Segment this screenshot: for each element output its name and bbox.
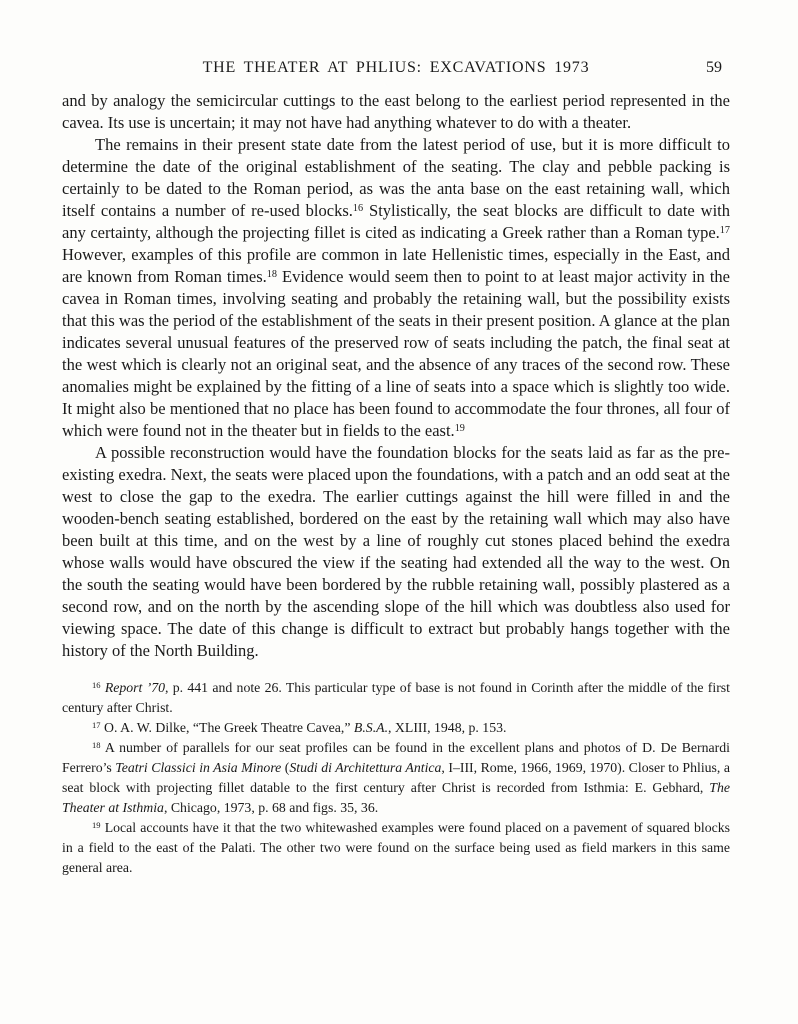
- footnote-ref: 19: [454, 422, 465, 434]
- text-run: Evidence would seem then to point to at least major activity in the cavea in Roman times, involving seating and probably the retaining wall, but the possibility exists that this was the period of the establishment of the seats in their present position. A glance at the plan indicates several unusual features of the preserved row of seats including the patch, the final seat at the west which is clearly not an original seat, and the absence of any traces of the second row. These anomalies might be explained by the fitting of a line of seats into a space which is slightly too wide. It might also be mentioned that no place has been found to accommodate the four thrones, all four of which were found not in the theater but in fields to the east.: [62, 267, 730, 440]
- paragraph: [62, 134, 730, 442]
- footnote-ref: 18: [266, 268, 277, 280]
- footnote: [62, 678, 730, 718]
- footnote: [62, 718, 730, 738]
- footnotes: [62, 678, 730, 878]
- footnote-marker: 16: [92, 679, 101, 690]
- text-run: (: [281, 760, 290, 775]
- text-run: , XLIII, 1948, p. 153.: [388, 720, 507, 735]
- footnote: [62, 738, 730, 818]
- running-head-title: THE THEATER AT PHLIUS: EXCAVATIONS 1973: [202, 59, 590, 76]
- running-head: [62, 58, 730, 78]
- text-run: O. A. W. Dilke, “The Greek Theatre Cavea,”: [104, 720, 354, 735]
- text-run: , Chicago, 1973, p. 68 and figs. 35, 36.: [163, 800, 379, 815]
- italic-text: Report ’70: [104, 680, 166, 695]
- page-number: 59: [706, 59, 722, 76]
- text-run: Stylistically, the seat blocks are difficult to date with any certainty, although the projecting fillet is cited as indicating a Greek rather than a Roman type.: [62, 201, 730, 242]
- footnote-ref: 17: [719, 224, 730, 236]
- footnote-marker: 19: [92, 819, 101, 830]
- text-run: , I–III, Rome, 1966, 1969, 1970). Closer to Phlius, a seat block with projecting fillet datable to the first century after Christ is recorded from Isthmia: E. Gebhard,: [62, 760, 730, 795]
- italic-text: Studi di Architettura Antica: [289, 760, 442, 775]
- text-run: and by analogy the semicircular cuttings to the east belong to the earliest period represented in the cavea. Its use is uncertain; it may not have had anything whatever to do with a theater.: [62, 91, 730, 132]
- paragraph: [62, 442, 730, 662]
- italic-text: The Theater at Isthmia: [62, 780, 730, 815]
- italic-text: Teatri Classici in Asia Minore: [115, 760, 282, 775]
- footnote-ref: 16: [352, 202, 364, 214]
- page-content: [62, 58, 730, 878]
- footnote: [62, 818, 730, 878]
- footnote-marker: 17: [92, 719, 101, 730]
- text-run: , p. 441 and note 26. This particular type of base is not found in Corinth after the middle of the first century after Christ.: [62, 680, 730, 715]
- text-run: Local accounts have it that the two whitewashed examples were found placed on a pavement of squared blocks in a field to the east of the Palati. The other two were found on the surface being used as field markers in this same general area.: [62, 820, 730, 875]
- text-run: The remains in their present state date from the latest period of use, but it is more difficult to determine the date of the original establishment of the seating. The clay and pebble packing is certainly to be dated to the Roman period, as was the anta base on the east retaining wall, which itself contains a number of re-used blocks.: [62, 135, 730, 220]
- paragraph: [62, 90, 730, 134]
- italic-text: B.S.A.: [353, 720, 389, 735]
- footnote-marker: 18: [92, 739, 101, 750]
- body-text: [62, 90, 730, 662]
- text-run: A possible reconstruction would have the foundation blocks for the seats laid as far as the pre-existing exedra. Next, the seats were placed upon the foundations, with a patch and an odd seat at the west to close the gap to the exedra. The earlier cuttings against the hill were filled in and the wooden-bench seating established, bordered on the east by the retaining wall which may also have been built at this time, and on the west by a line of roughly cut stones placed behind the exedra whose walls would have obscured the view if the seating had extended all the way to the west. On the south the seating would have been bordered by the rubble retaining wall, possibly plastered as a second row, and on the north by the ascending slope of the hill which was doubtless also used for viewing space. The date of this change is difficult to extract but probably hangs together with the history of the North Building.: [62, 443, 730, 660]
- text-run: However, examples of this profile are common in late Hellenistic times, especially in the East, and are known from Roman times.: [62, 245, 730, 286]
- text-run: A number of parallels for our seat profiles can be found in the excellent plans and photos of D. De Bernardi Ferrero’s: [62, 740, 730, 775]
